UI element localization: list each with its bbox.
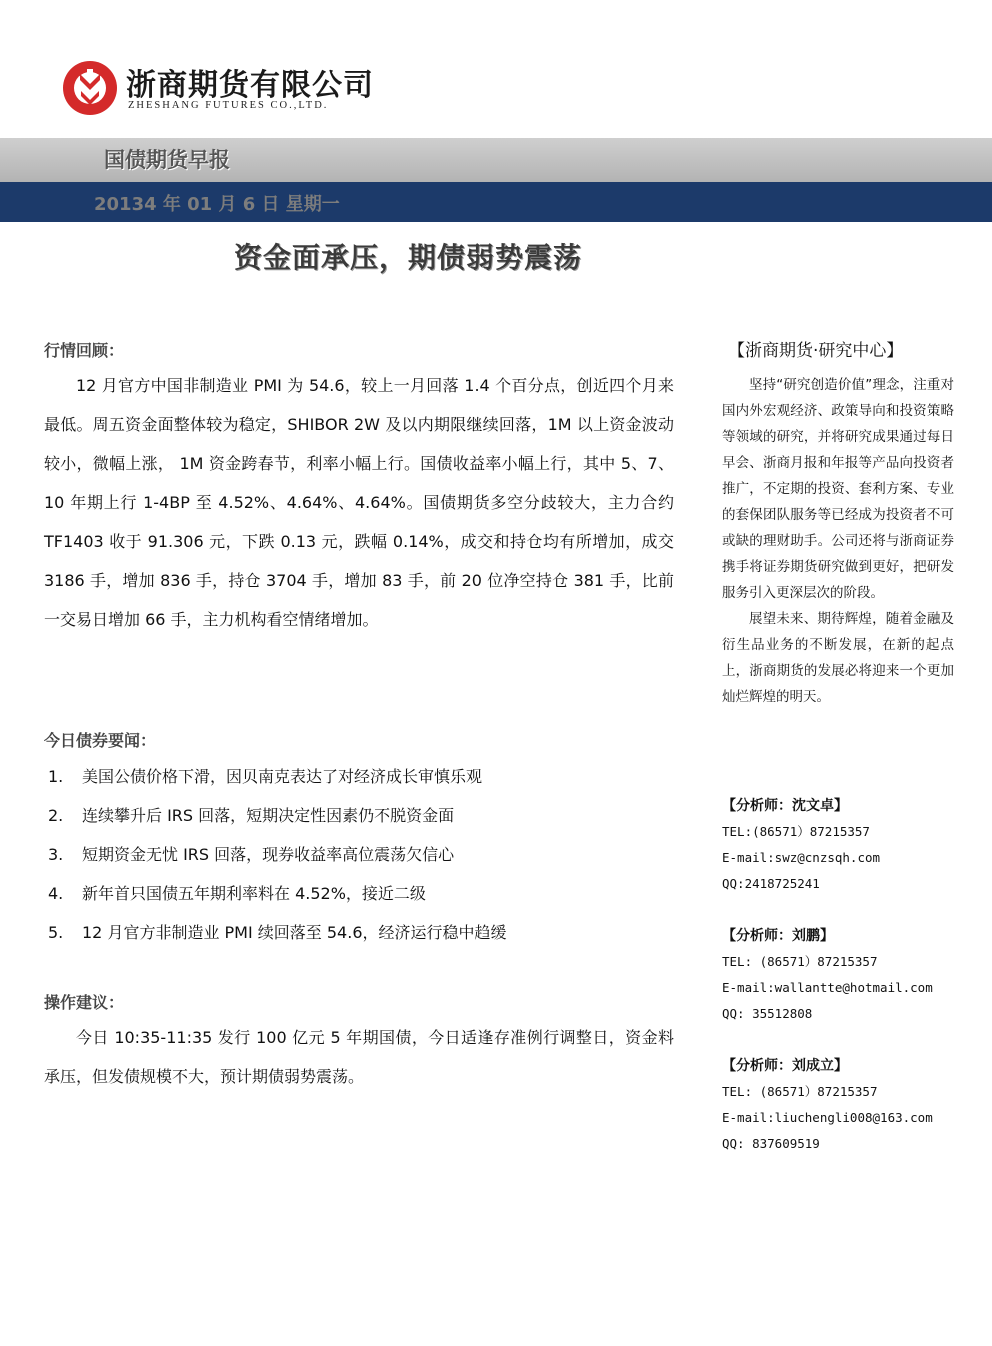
company-name-en: ZHESHANG FUTURES CO.,LTD. <box>128 100 329 111</box>
list-item-text: 12 月官方非制造业 PMI 续回落至 54.6，经济运行稳中趋缓 <box>82 923 507 942</box>
list-item <box>48 796 507 835</box>
analyst-card <box>722 1053 933 1157</box>
list-item <box>48 835 507 874</box>
research-center <box>722 334 954 710</box>
report-date: 20134 年 01 月 6 日 星期一 <box>94 194 340 215</box>
company-logo <box>62 60 118 116</box>
research-center-title: 【浙商期货·研究中心】 <box>728 341 904 361</box>
list-item-text: 短期资金无忧 IRS 回落，现券收益率高位震荡欠信心 <box>82 845 455 864</box>
bond-news-list <box>48 757 507 952</box>
analyst-card <box>722 793 880 897</box>
list-item <box>48 757 507 796</box>
analyst-name: 【分析师：刘鹏】 <box>722 928 834 944</box>
list-item-text: 连续攀升后 IRS 回落，短期决定性因素仍不脱资金面 <box>82 806 455 825</box>
market-review-heading: 行情回顾： <box>44 341 125 360</box>
analyst-name: 【分析师：刘成立】 <box>722 1058 848 1074</box>
research-center-outlook: 展望未来、期待辉煌，随着金融及衍生品业务的不断发展，在新的起点上，浙商期货的发展必将迎来一个更加灿烂辉煌的明天。 <box>722 611 954 705</box>
list-item-number: 4. <box>48 884 64 903</box>
analyst-qq: QQ:2418725241 <box>722 876 820 891</box>
company-name: 浙商期货有限公司 <box>126 68 374 103</box>
analyst-tel: TEL: (86571）87215357 <box>722 954 878 969</box>
list-item-number: 3. <box>48 845 64 864</box>
analyst-qq: QQ: 837609519 <box>722 1136 820 1151</box>
analyst-tel: TEL:(86571）87215357 <box>722 824 870 839</box>
analyst-email[interactable]: E-mail:liuchengli008@163.com <box>722 1110 933 1125</box>
analyst-email[interactable]: E-mail:swz@cnzsqh.com <box>722 850 881 865</box>
page-title: 资金面承压，期债弱势震荡 <box>234 241 583 274</box>
research-center-intro: 坚持“研究创造价值”理念，注重对国内外宏观经济、政策导向和投资策略等领域的研究，并将研究成果通过每日早会、浙商月报和年报等产品向投资者推广，不定期的投资、套利方案、专业的套保团队服务等已经成为投资者不可或缺的理财助手。公司还将与浙商证券携手将证券期货研究做到更好，把研发服务引入更深层次的阶段。 <box>722 377 954 601</box>
list-item-number: 2. <box>48 806 64 825</box>
analyst-email[interactable]: E-mail:wallantte@hotmail.com <box>722 980 933 995</box>
analyst-tel: TEL: (86571）87215357 <box>722 1084 878 1099</box>
analyst-name: 【分析师：沈文卓】 <box>722 798 848 814</box>
market-review-text: 12 月官方中国非制造业 PMI 为 54.6，较上一月回落 1.4 个百分点，创近四个月来最低。周五资金面整体较为稳定，SHIBOR 2W 及以内期限继续回落，1M 以上资金波动较小，微幅上涨， 1M 资金跨春节，利率小幅上行。国债收益率小幅上行，其中 5、7、10 年期上行 1-4BP 至 4.52%、4.64%、4.64%。国债期货多空分歧较大，主力合约 TF1403 收于 91.306 元，下跌 0.13 元，跌幅 0.14%，成交和持仓均有所增加，成交 3186 手，增加 836 手，持仓 3704 手，增加 83 手，前 20 位净空持仓 381 手，比前一交易日增加 66 手，主力机构看空情绪增加。 <box>44 376 674 629</box>
list-item-text: 新年首只国债五年期利率料在 4.52%，接近二级 <box>82 884 426 903</box>
report-type: 国债期货早报 <box>104 148 230 172</box>
list-item-number: 5. <box>48 923 64 942</box>
bond-news-heading: 今日债券要闻： <box>44 731 157 750</box>
analyst-card <box>722 923 933 1027</box>
list-item-text: 美国公债价格下滑，因贝南克表达了对经济成长审慎乐观 <box>82 767 483 786</box>
advice-text: 今日 10:35-11:35 发行 100 亿元 5 年期国债，今日适逢存准例行调整日，资金料承压，但发债规模不大，预计期债弱势震荡。 <box>44 1028 674 1086</box>
list-item-number: 1. <box>48 767 64 786</box>
advice-heading: 操作建议： <box>44 993 125 1012</box>
list-item <box>48 913 507 952</box>
analyst-qq: QQ: 35512808 <box>722 1006 813 1021</box>
list-item <box>48 874 507 913</box>
